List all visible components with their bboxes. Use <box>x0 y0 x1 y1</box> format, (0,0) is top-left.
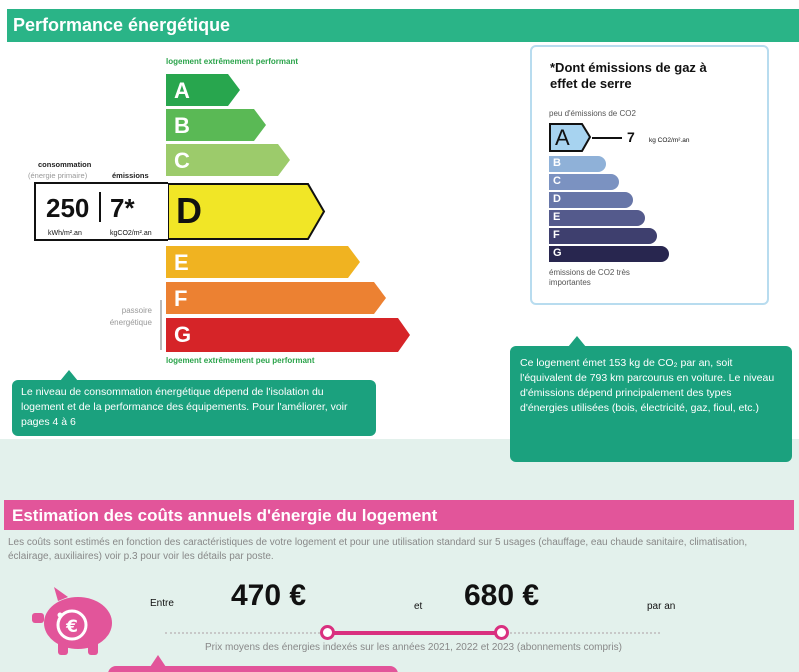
energy-class-e <box>166 246 362 278</box>
cost-range-min-dot <box>320 625 335 640</box>
energy-class-letter: F <box>174 286 188 311</box>
ges-top-caption: peu d'émissions de CO2 <box>549 109 636 118</box>
energy-class-letter: A <box>174 78 190 103</box>
consumption-box <box>34 182 168 241</box>
energy-class-b <box>166 109 268 141</box>
ges-class-letter: F <box>553 229 560 241</box>
consumption-unit: kWh/m².an <box>48 230 82 237</box>
svg-text:€: € <box>66 617 78 637</box>
ges-class-letter: C <box>553 175 561 187</box>
callout-pointer <box>568 336 586 347</box>
section-header-costs <box>4 500 794 530</box>
ges-class-d <box>549 192 633 208</box>
energy-class-letter: E <box>174 250 189 275</box>
dpe-top-caption: logement extrêmement performant <box>166 57 299 66</box>
per-year-label: par an <box>647 601 676 612</box>
piggy-bank-euro-icon <box>30 585 120 660</box>
consumption-value: 250 <box>46 193 90 223</box>
energy-class-g <box>166 318 412 352</box>
consumption-sub-label: (énergie primaire) <box>28 171 88 180</box>
costs-title: Estimation des coûts annuels d'énergie du logement <box>12 506 438 525</box>
value-divider <box>99 192 101 222</box>
max-cost: 680 € <box>464 579 540 612</box>
cost-range-bar <box>327 631 502 635</box>
ges-class-e <box>549 210 645 226</box>
emissions-unit: kgCO2/m².an <box>110 230 152 237</box>
callout-pointer <box>60 370 78 381</box>
costs-bubble <box>108 666 398 672</box>
callout-emissions-text: Ce logement émet 153 kg de CO₂ par an, soit l'équivalent de 793 km parcourus en voiture. Le niveau d'émissions dépend principalement des types d'énergies utilisées (bois, électricité, gaz, fioul, etc.) <box>520 357 775 414</box>
passoire-line <box>160 300 162 350</box>
callout-emissions <box>510 346 792 462</box>
energy-class-letter: C <box>174 148 190 173</box>
ges-card <box>530 45 769 305</box>
emissions-value: 7* <box>110 193 135 223</box>
ges-class-g <box>549 246 669 262</box>
ges-class-b <box>549 156 606 172</box>
section-title: Performance énergétique <box>13 15 231 35</box>
energy-class-a <box>166 74 242 106</box>
energy-class-f <box>166 282 388 314</box>
passoire-label: passoire énergétique <box>109 306 152 327</box>
between-label: Entre <box>150 598 174 609</box>
energy-class-d <box>166 182 326 241</box>
ges-class-letter: B <box>553 157 561 169</box>
ges-class-letter: E <box>553 211 561 223</box>
costs-description: Les coûts sont estimés en fonction des caractéristiques de votre logement et pour une utilisation standard sur 5 usages (chauffage, eau chaude sanitaire, climatisation, éclairage, auxiliaires) voir p.3 pour voir les détails par poste. <box>8 537 748 562</box>
ges-class-a-current <box>549 123 591 152</box>
and-label: et <box>414 601 423 612</box>
dpe-bottom-caption: logement extrêmement peu performant <box>166 356 315 365</box>
min-cost: 470 € <box>231 579 307 612</box>
energy-class-letter: G <box>174 322 192 347</box>
ges-title: *Dont émissions de gaz à effet de serre <box>550 60 707 91</box>
ges-value: 7 <box>627 129 635 145</box>
ges-unit: kg CO2/m².an <box>649 137 690 144</box>
price-note: Prix moyens des énergies indexés sur les années 2021, 2022 et 2023 (abonnements compris) <box>205 642 622 653</box>
ges-class-letter: G <box>553 247 562 259</box>
energy-class-letter: B <box>174 113 190 138</box>
ges-bottom-caption: émissions de CO2 très importantes <box>549 268 630 287</box>
ges-value-line <box>592 137 622 139</box>
section-header-performance <box>7 9 799 42</box>
ges-class-letter: D <box>553 193 561 205</box>
cost-range-max-dot <box>494 625 509 640</box>
energy-class-c <box>166 144 292 176</box>
ges-class-f <box>549 228 657 244</box>
ges-class-letter: A <box>555 125 570 150</box>
emissions-label: émissions <box>112 171 149 180</box>
callout-consumption <box>12 380 376 436</box>
ges-class-c <box>549 174 619 190</box>
energy-class-letter: D <box>176 190 202 231</box>
consumption-label: consommation <box>38 160 92 169</box>
callout-consumption-text: Le niveau de consommation énergétique dépend de l'isolation du logement et de la performance des équipements. Pour l'améliorer, voir pages 4 à 6 <box>21 386 348 428</box>
